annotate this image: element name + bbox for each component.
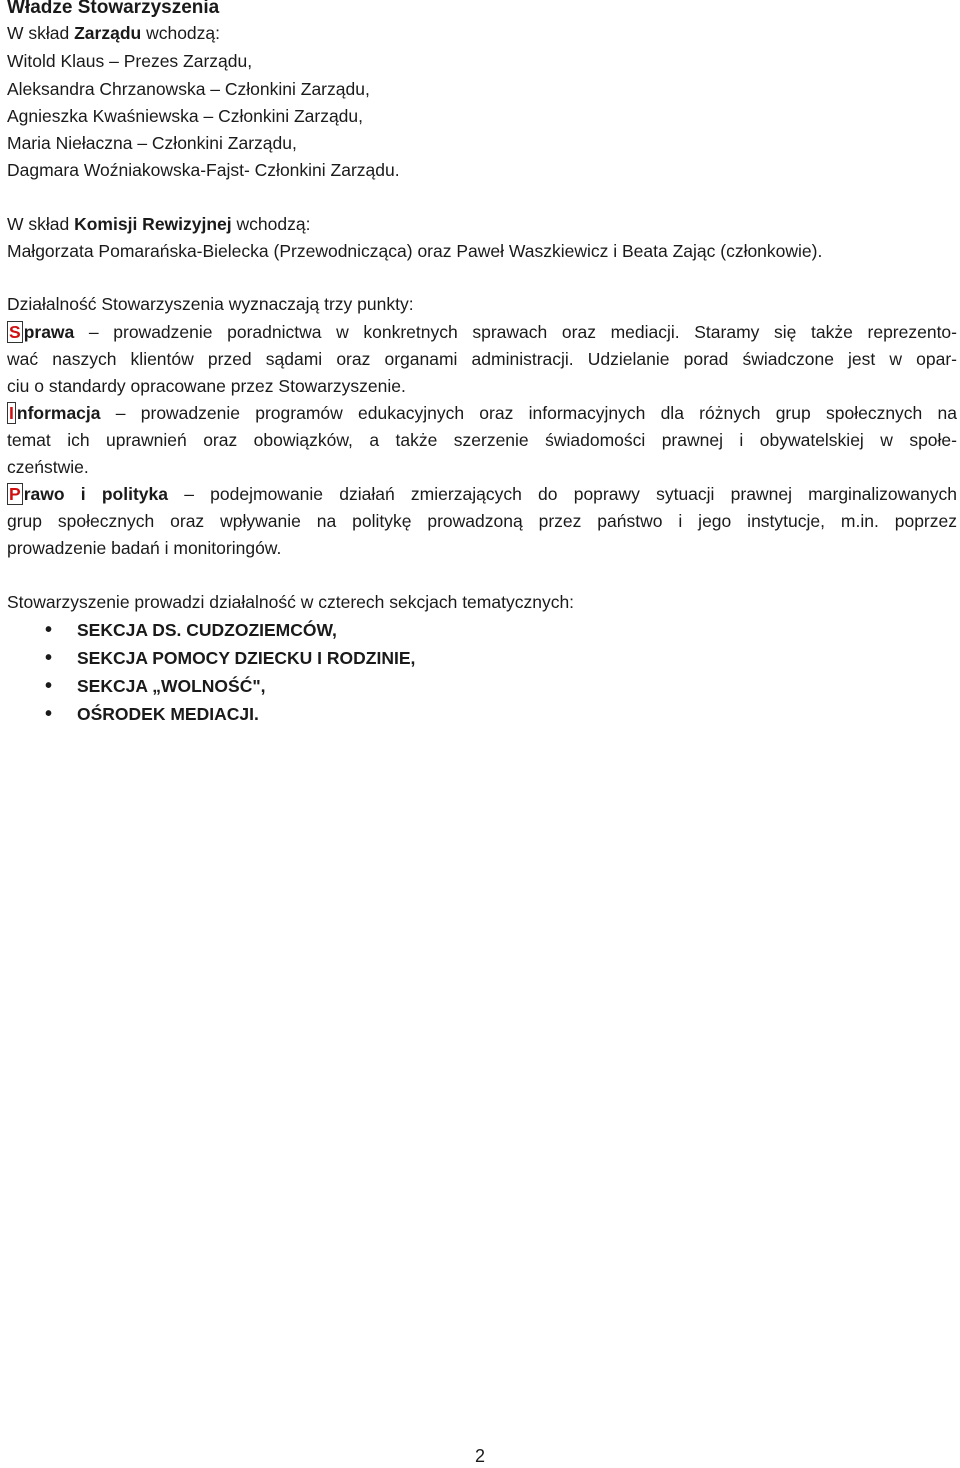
board-intro-post: wchodzą: (141, 23, 221, 43)
audit-intro (7, 211, 310, 238)
activity-intro: Działalność Stowarzyszenia wyznaczają trzy punkty: (7, 294, 414, 314)
point-title: rawo i polityka (23, 484, 168, 504)
point-initial: S (9, 322, 21, 342)
activity-point-line: grup społecznych oraz wpływanie na politykę prowadzoną przez państwo i jego instytucje, m.in. poprzez (7, 511, 957, 531)
board-member: Aleksandra Chrzanowska – Członkini Zarządu, (7, 79, 370, 99)
sections-intro: Stowarzyszenie prowadzi działalność w czterech sekcjach tematycznych: (7, 592, 575, 612)
activity-point-line: prowadzenie badań i monitoringów. (7, 538, 282, 558)
section-name: SEKCJA DS. CUDZOZIEMCÓW, (77, 620, 337, 640)
audit-members: Małgorzata Pomarańska-Bielecka (Przewodnicząca) oraz Paweł Waszkiewicz i Beata Zając (członkowie). (7, 241, 823, 261)
point-title: nformacja (16, 403, 101, 423)
board-intro-pre: W skład (7, 23, 75, 43)
board-member: Dagmara Woźniakowska-Fajst- Członkini Zarządu. (7, 160, 400, 180)
list-item (7, 672, 415, 700)
audit-intro-post: wchodzą: (231, 214, 311, 234)
page-number: 2 (474, 1446, 485, 1466)
bullet-icon: • (45, 703, 53, 725)
audit-intro-bold: Komisji Rewizyjnej (74, 214, 232, 234)
activity-point-line (7, 481, 957, 508)
point-text: – prowadzenie poradnictwa w konkretnych sprawach oraz mediacji. Staramy się także reprezento- (74, 322, 957, 342)
activity-point-line: temat ich uprawnień oraz obowiązków, a także szerzenie świadomości prawnej i obywatelskiej w społe- (7, 430, 957, 450)
list-item (7, 644, 415, 672)
activity-point-line (7, 319, 957, 346)
activity-point-line: ciu o standardy opracowane przez Stowarzyszenie. (7, 376, 406, 396)
board-intro-bold: Zarządu (74, 23, 142, 43)
activity-point-line: wać naszych klientów przed sądami oraz organami administracji. Udzielanie porad świadczone jest w opar- (7, 349, 957, 369)
board-member: Witold Klaus – Prezes Zarządu, (7, 51, 253, 71)
page-title: Władze Stowarzyszenia (7, 0, 220, 18)
board-intro (7, 20, 220, 47)
board-member: Agnieszka Kwaśniewska – Członkini Zarządu, (7, 106, 363, 126)
point-initial: I (9, 403, 14, 423)
bullet-icon: • (45, 647, 53, 669)
point-title: prawa (23, 322, 75, 342)
point-text: – prowadzenie programów edukacyjnych oraz informacyjnych dla różnych grup społecznych na (100, 403, 957, 423)
sections-list (7, 616, 415, 728)
bullet-icon: • (45, 619, 53, 641)
audit-intro-pre: W skład (7, 214, 75, 234)
point-initial: P (9, 484, 21, 504)
activity-point-line (7, 400, 957, 427)
section-name: OŚRODEK MEDIACJI. (77, 704, 259, 724)
list-item (7, 700, 415, 728)
list-item (7, 616, 415, 644)
section-name: SEKCJA POMOCY DZIECKU I RODZINIE, (77, 648, 416, 668)
point-text: – podejmowanie działań zmierzających do poprawy sytuacji prawnej marginalizowanych (167, 484, 957, 504)
board-member: Maria Niełaczna – Członkini Zarządu, (7, 133, 297, 153)
bullet-icon: • (45, 675, 53, 697)
activity-point-line: czeństwie. (7, 457, 89, 477)
section-name: SEKCJA „WOLNOŚĆ", (77, 676, 266, 696)
